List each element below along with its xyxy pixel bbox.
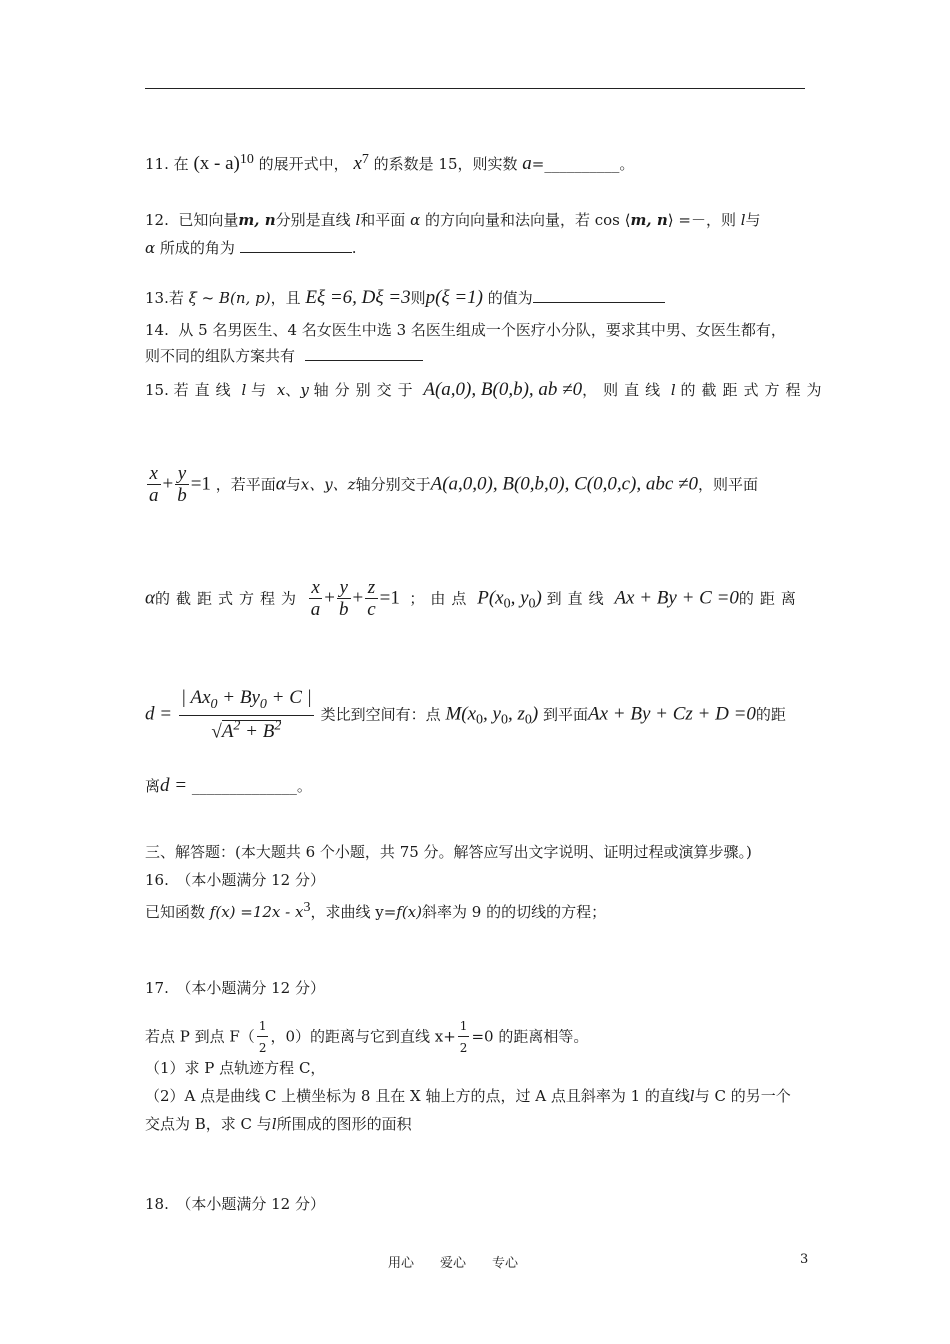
- q11-binomial: (x - a): [193, 153, 240, 174]
- question-17-part2: （2）A 点是曲线 C 上横坐标为 8 且在 X 轴上方的点，过 A 点且斜率为 1 的直线l与 C 的另一个: [145, 1087, 791, 1105]
- q15-frac-y-b: $\frac{y}{b}$: [177, 463, 187, 506]
- q15-distance-formula: $\frac{| Ax_0 + By_0 + C |}{√A^2 + B^2}$: [180, 687, 312, 743]
- question-14-line2: 则不同的组队方案共有: [145, 346, 423, 366]
- q15-intercept-points: A(a,0), B(0,b), ab ≠0: [423, 379, 583, 400]
- question-17-part1: （1）求 P 点轨迹方程 C，: [145, 1059, 326, 1077]
- q11-number: 11.: [145, 155, 169, 173]
- question-16: 已知函数 $f(x) =12x - x^3$，求曲线 y=f(x)斜率为 9 的的切线的方程；: [145, 900, 607, 921]
- page-number: 3: [800, 1252, 809, 1267]
- question-16-heading: 16. （本小题满分 12 分）: [145, 871, 325, 889]
- footer-motto: 用心 爱心 专心: [388, 1256, 519, 1271]
- question-15-line5: 离d = ______________。: [145, 775, 312, 796]
- q12-answer-blank: [240, 238, 352, 253]
- header-rule: [145, 88, 805, 89]
- q15-frac-y-b-2: $\frac{y}{b}$: [339, 577, 349, 620]
- q15-plane-points: A(a,0,0), B(0,b,0), C(0,0,c), abc ≠0: [430, 473, 698, 495]
- question-15-line2: $\frac{x}{a}$ + $\frac{y}{b}$ =1 ，若平面α与x、y、z轴分别交于A(a,0,0), B(0,b,0), C(0,0,c), abc ≠0，则平面: [149, 463, 759, 506]
- q17-frac-half-2: $\frac{1}{2}$: [458, 1016, 470, 1059]
- question-17-part2-line2: 交点为 B，求 C 与l所围成的图形的面积: [145, 1115, 412, 1133]
- q15-frac-x-a-2: $\frac{x}{a}$: [310, 577, 321, 620]
- q11-answer-blank: =__________。: [531, 155, 635, 173]
- question-17: 若点 P 到点 F（ $\frac{1}{2}$ ，0）的距离与它到直线 x+ $\frac{1}{2}$ =0 的距离相等。: [145, 1016, 588, 1059]
- q15-frac-x-a: $\frac{x}{a}$: [149, 463, 159, 506]
- question-12: 12. 已知向量m, n分别是直线 l和平面 α 的方向向量和法向量，若 cos ⟨m, n⟩ =－，则 l与: [145, 211, 761, 229]
- q13-answer-blank: [533, 288, 665, 303]
- question-15: 15. 若直线 l 与 x、y 轴分别交于 A(a,0), B(0,b), ab ≠0，则直线 l 的截距式方程为: [145, 379, 828, 400]
- q14-answer-blank: [305, 346, 423, 361]
- section-3-heading: 三、解答题：(本大题共 6 个小题，共 75 分。解答应写出文字说明、证明过程或演算步骤。): [145, 843, 752, 861]
- question-18-heading: 18. （本小题满分 12 分）: [145, 1195, 325, 1213]
- question-12-line2: α 所成的角为 .: [145, 239, 357, 257]
- q17-frac-half: $\frac{1}{2}$: [257, 1016, 269, 1059]
- question-17-heading: 17. （本小题满分 12 分）: [145, 979, 325, 997]
- q15-frac-z-c: $\frac{z}{c}$: [367, 577, 376, 620]
- q15-answer-blank: ______________。: [191, 777, 312, 795]
- question-13: 13.若 ξ ~ B(n, p)，且 Eξ =6, Dξ =3则p(ξ =1) 的值为: [145, 288, 665, 308]
- question-15-line4: d = $\frac{| Ax_0 + By_0 + C |}{√A^2 + B^2}$ 类比到空间有：点 $M(x_0$, $y_0$, $z_0$) 到平面Ax + By + Cz + D =0的距: [145, 687, 786, 743]
- question-14: 14. 从 5 名男医生、4 名女医生中选 3 名医生组成一个医疗小分队，要求其中男、女医生都有，: [145, 321, 786, 339]
- question-11: 11. 在 (x - a)$^{10}$ 的展开式中， $x^7$ 的系数是 15，则实数 a=__________。: [145, 152, 635, 174]
- question-15-line3: α的截距式方程为 $\frac{x}{a}$ + $\frac{y}{b}$ + $\frac{z}{c}$ =1 ；由点 $P(x_0$, $y_0$) 到直线 Ax + By + C =0的距离: [145, 577, 802, 620]
